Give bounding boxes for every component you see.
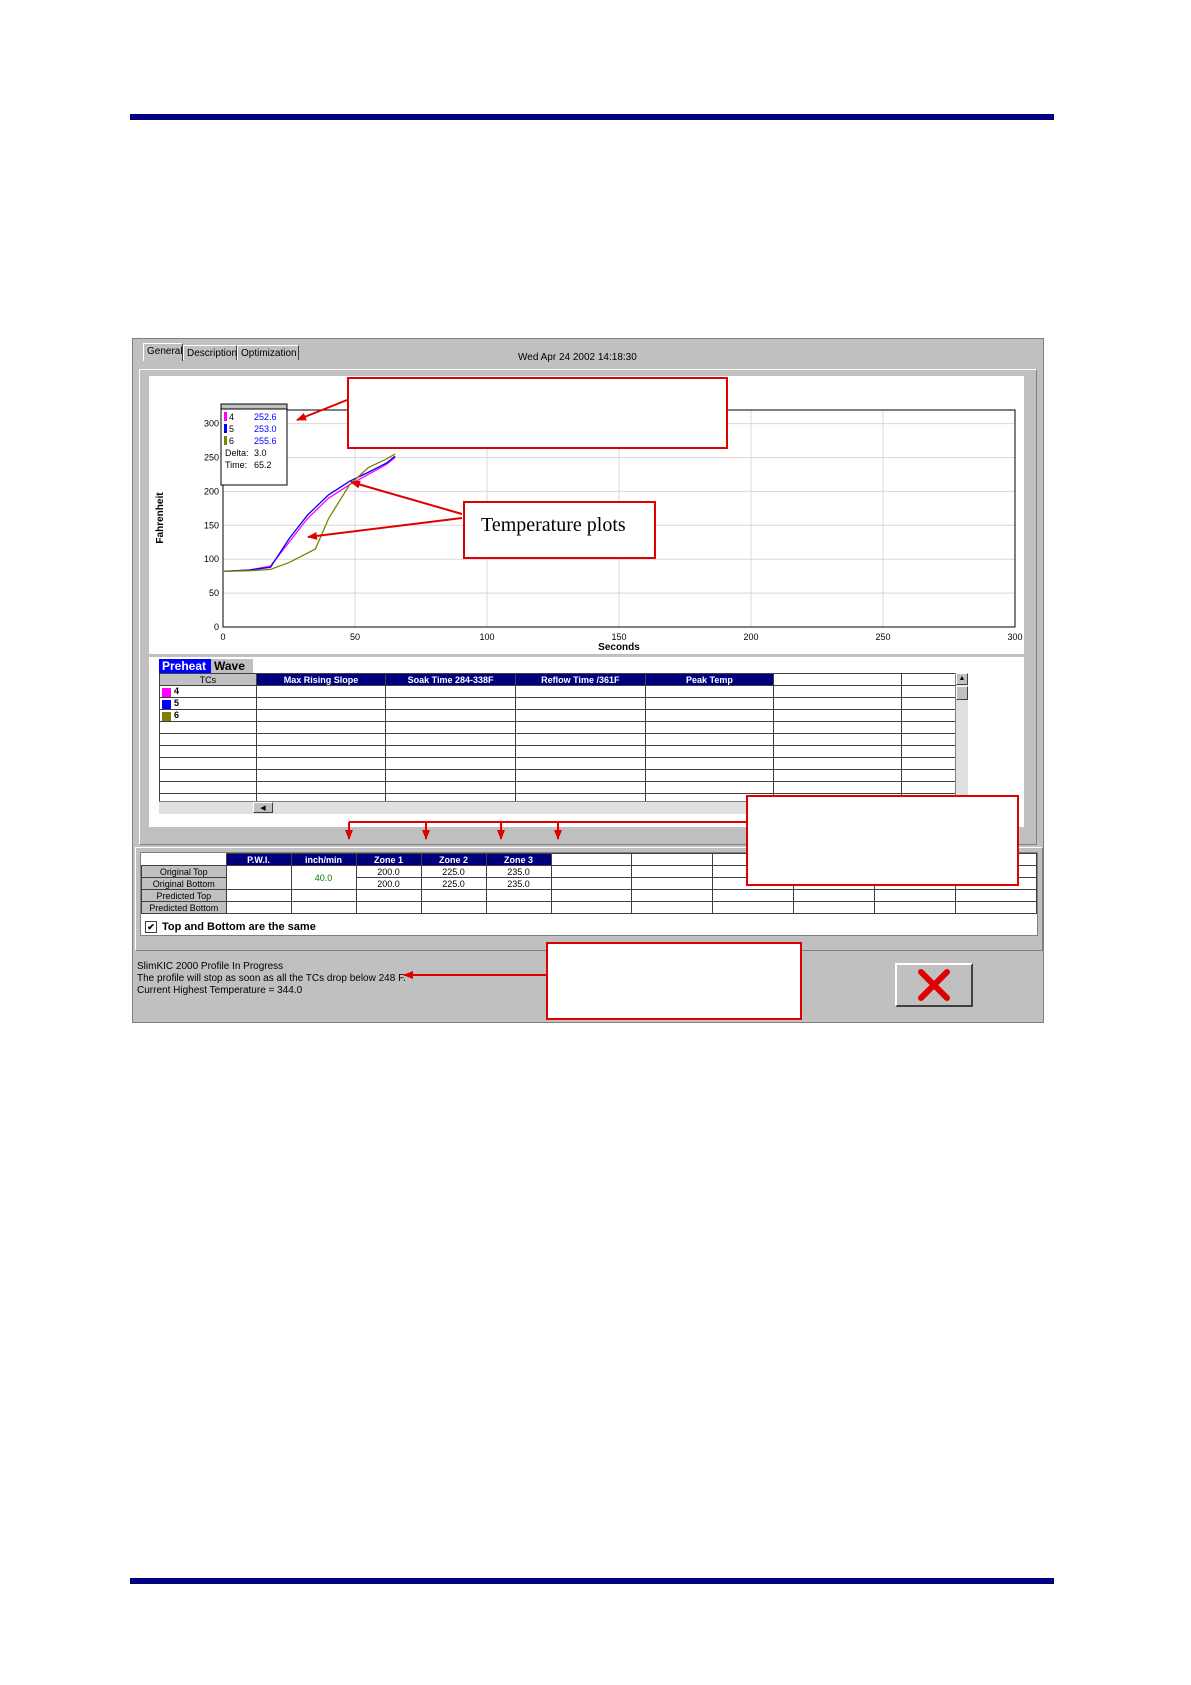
x-tick-label: 300 <box>1007 632 1023 642</box>
status-callout-box <box>546 942 802 1020</box>
col-pwi: P.W.I. <box>226 854 291 866</box>
x-tick-label: 50 <box>349 632 361 642</box>
tab-description[interactable]: Description <box>183 345 237 360</box>
readout-time-value: 65.2 <box>254 460 272 470</box>
tab-optimization[interactable]: Optimization <box>237 345 299 360</box>
same-top-bottom-checkbox[interactable]: ✔ <box>145 921 157 933</box>
status-line-3: Current Highest Temperature = 344.0 <box>137 985 303 996</box>
status-line-1: SlimKIC 2000 Profile In Progress <box>137 961 284 972</box>
readout-callout-arrow <box>297 400 347 420</box>
x-tick-label: 150 <box>611 632 627 642</box>
readout-tc-4: 4 <box>229 412 235 422</box>
x-tick-label: 100 <box>479 632 495 642</box>
plot-callout-label: Temperature plots <box>481 514 626 536</box>
col-speed: inch/min <box>291 854 356 866</box>
y-tick-label: 200 <box>203 486 219 497</box>
col-zone-1: Zone 1 <box>356 854 421 866</box>
profile-datetime: Wed Apr 24 2002 14:18:30 <box>518 352 637 363</box>
readout-value-4: 252.6 <box>254 412 277 422</box>
original-bottom-zone-1[interactable]: 200.0 <box>356 878 421 890</box>
col-zone-2: Zone 2 <box>421 854 486 866</box>
original-bottom-zone-2[interactable]: 225.0 <box>421 878 486 890</box>
y-tick-label: 0 <box>213 622 219 632</box>
scroll-left-button[interactable]: ◀ <box>253 802 273 813</box>
tcs-header: TCs <box>160 674 257 686</box>
x-tick-label: 0 <box>220 632 226 642</box>
y-tick-label: 100 <box>203 554 219 565</box>
plot-callout-box <box>463 501 656 559</box>
tc-label-5: 5 <box>174 698 180 709</box>
zone-callout-box <box>746 795 1019 886</box>
readout-tc-5: 5 <box>229 424 235 434</box>
original-bottom-zone-3[interactable]: 235.0 <box>486 878 551 890</box>
subtab-wave[interactable]: Wave <box>211 659 253 673</box>
tc-label-4: 4 <box>174 686 180 697</box>
plot-callout-arrow-1 <box>351 482 462 514</box>
subtab-preheat[interactable]: Preheat <box>159 659 215 673</box>
tc-label-6: 6 <box>174 710 180 721</box>
x-tick-label: 250 <box>875 632 891 642</box>
plot-callout-arrow-2 <box>308 518 462 537</box>
row-label-predicted-bottom: Predicted Bottom <box>142 902 227 914</box>
x-axis-label: Seconds <box>598 642 640 653</box>
same-top-bottom-label: Top and Bottom are the same <box>162 921 316 933</box>
col-reflow-time[interactable]: Reflow Time /361F <box>516 674 646 686</box>
original-top-zone-3[interactable]: 235.0 <box>486 866 551 878</box>
y-tick-label: 250 <box>203 452 219 463</box>
y-tick-label: 150 <box>203 520 219 531</box>
x-tick-label: 200 <box>743 632 759 642</box>
row-label-predicted-top: Predicted Top <box>142 890 227 902</box>
y-tick-label: 50 <box>208 588 219 599</box>
readout-tc-6: 6 <box>229 436 235 446</box>
row-label-original-bottom: Original Bottom <box>142 878 227 890</box>
col-zone-3: Zone 3 <box>486 854 551 866</box>
y-axis-label: Fahrenheit <box>155 492 166 544</box>
y-tick-label: 300 <box>203 418 219 429</box>
row-label-original-top: Original Top <box>142 866 227 878</box>
footer-rule <box>130 1578 1054 1584</box>
readout-delta-value: 3.0 <box>254 448 267 458</box>
readout-value-5: 253.0 <box>254 424 277 434</box>
readout-callout-box <box>347 377 728 449</box>
readout-value-6: 255.6 <box>254 436 277 446</box>
scroll-up-button[interactable]: ▲ <box>956 673 968 685</box>
original-top-zone-2[interactable]: 225.0 <box>421 866 486 878</box>
readout-time-label: Time: <box>225 460 248 470</box>
status-line-2: The profile will stop as soon as all the TCs drop below 248 F. <box>137 973 406 984</box>
speed-value[interactable]: 40.0 <box>291 866 356 890</box>
tab-general[interactable]: General <box>143 343 183 361</box>
col-peak-temp[interactable]: Peak Temp <box>645 674 774 686</box>
original-top-zone-1[interactable]: 200.0 <box>356 866 421 878</box>
readout-delta-label: Delta: <box>225 448 249 458</box>
col-soak-time[interactable]: Soak Time 284-338F <box>386 674 516 686</box>
col-max-rising-slope[interactable]: Max Rising Slope <box>256 674 385 686</box>
